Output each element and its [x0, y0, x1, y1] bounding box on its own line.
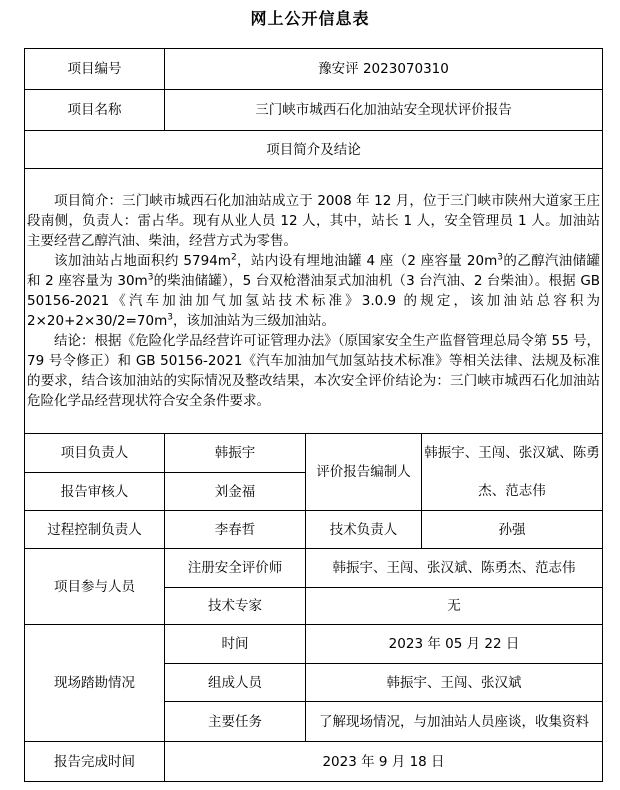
project-no-value: 豫安评 2023070310	[165, 49, 603, 90]
summary-header: 项目简介及结论	[25, 131, 603, 169]
row-survey-time	[25, 625, 603, 664]
row-summary-header	[25, 131, 603, 169]
tech-lead-value: 孙强	[422, 511, 603, 549]
summary-capacity-text-a: 该加油站占地面积约 5794m	[54, 253, 231, 269]
completion-time-value: 2023 年 9 月 18 日	[165, 742, 603, 782]
registered-evaluator-value: 韩振宇、王闯、张汉斌、陈勇杰、范志伟	[306, 549, 603, 588]
summary-capacity-text-d: 的柴油储罐），5 台双枪潜油泵式加油机（3 台汽油、2 台柴油）。根据 GB 50156-2021《汽车加油加气加氢站技术标准》3.0.9 的规定，该加油站总容积为 2×20+2×30/2=70m	[27, 273, 601, 329]
row-registered-evaluator	[25, 549, 603, 588]
process-control-label: 过程控制负责人	[25, 511, 165, 549]
survey-task-value: 了解现场情况，与加油站人员座谈，收集资料	[306, 702, 603, 742]
report-reviewer-label: 报告审核人	[25, 473, 165, 511]
project-no-label: 项目编号	[25, 49, 165, 90]
superscript-3: 3	[497, 252, 503, 263]
report-author-label: 评价报告编制人	[306, 434, 422, 511]
project-lead-label: 项目负责人	[25, 434, 165, 473]
summary-capacity-text-c: 的乙醇汽油储罐和 2 座容量为 30m	[27, 253, 601, 289]
summary-conclusion-paragraph: 结论：根据《危险化学品经营许可证管理办法》（原国家安全生产监督管理总局令第 55 号，79 号令修正）和 GB 50156-2021《汽车加油加气加氢站技术标准》等相关法律、法规及标准的要求，结合该加油站的实际情况及整改结果，本次安全评价结论为：三门峡市城西石化加油站危险化学品经营现状符合安全条件要求。	[27, 333, 601, 409]
summary-capacity-paragraph	[27, 251, 600, 331]
summary-intro-paragraph: 项目简介：三门峡市城西石化加油站成立于 2008 年 12 月，位于三门峡市陕州大道家王庄段南侧，负责人：雷占华。现有从业人员 12 人，其中，站长 1 人，安全管理员 1 人。加油站主要经营乙醇汽油、柴油，经营方式为零售。	[27, 193, 601, 249]
tech-lead-label: 技术负责人	[306, 511, 422, 549]
superscript-3: 3	[147, 272, 154, 283]
summary-body	[25, 169, 603, 434]
row-process-control	[25, 511, 603, 549]
registered-evaluator-label: 注册安全评价师	[165, 549, 306, 588]
row-completion-time	[25, 742, 603, 782]
row-summary	[25, 169, 603, 434]
report-reviewer-value: 刘金福	[165, 473, 306, 511]
summary-capacity-text-b: ，站内设有埋地油罐 4 座（2 座容量 20m	[236, 253, 498, 269]
survey-time-value: 2023 年 05 月 22 日	[306, 625, 603, 664]
info-table	[24, 48, 603, 782]
project-name-value: 三门峡市城西石化加油站安全现状评价报告	[165, 90, 603, 131]
tech-expert-label: 技术专家	[165, 588, 306, 625]
report-author-value: 韩振宇、王闯、张汉斌、陈勇杰、范志伟	[422, 434, 603, 511]
row-project-name	[25, 90, 603, 131]
survey-task-label: 主要任务	[165, 702, 306, 742]
summary-capacity-text-e: ，该加油站为三级加油站。	[172, 313, 335, 329]
survey-time-label: 时间	[165, 625, 306, 664]
participants-label: 项目参与人员	[25, 549, 165, 625]
survey-members-label: 组成人员	[165, 664, 306, 702]
site-survey-label: 现场踏勘情况	[25, 625, 165, 742]
completion-time-label: 报告完成时间	[25, 742, 165, 782]
row-project-lead	[25, 434, 603, 473]
superscript-2: 2	[230, 252, 237, 263]
survey-members-value: 韩振宇、王闯、张汉斌	[306, 664, 603, 702]
tech-expert-value: 无	[306, 588, 603, 625]
process-control-value: 李春哲	[165, 511, 306, 549]
superscript-3: 3	[167, 312, 173, 323]
page-title: 网上公开信息表	[250, 9, 370, 28]
row-project-no	[25, 49, 603, 90]
info-table-frame	[24, 48, 602, 780]
project-lead-value: 韩振宇	[165, 434, 306, 473]
project-name-label: 项目名称	[25, 90, 165, 131]
